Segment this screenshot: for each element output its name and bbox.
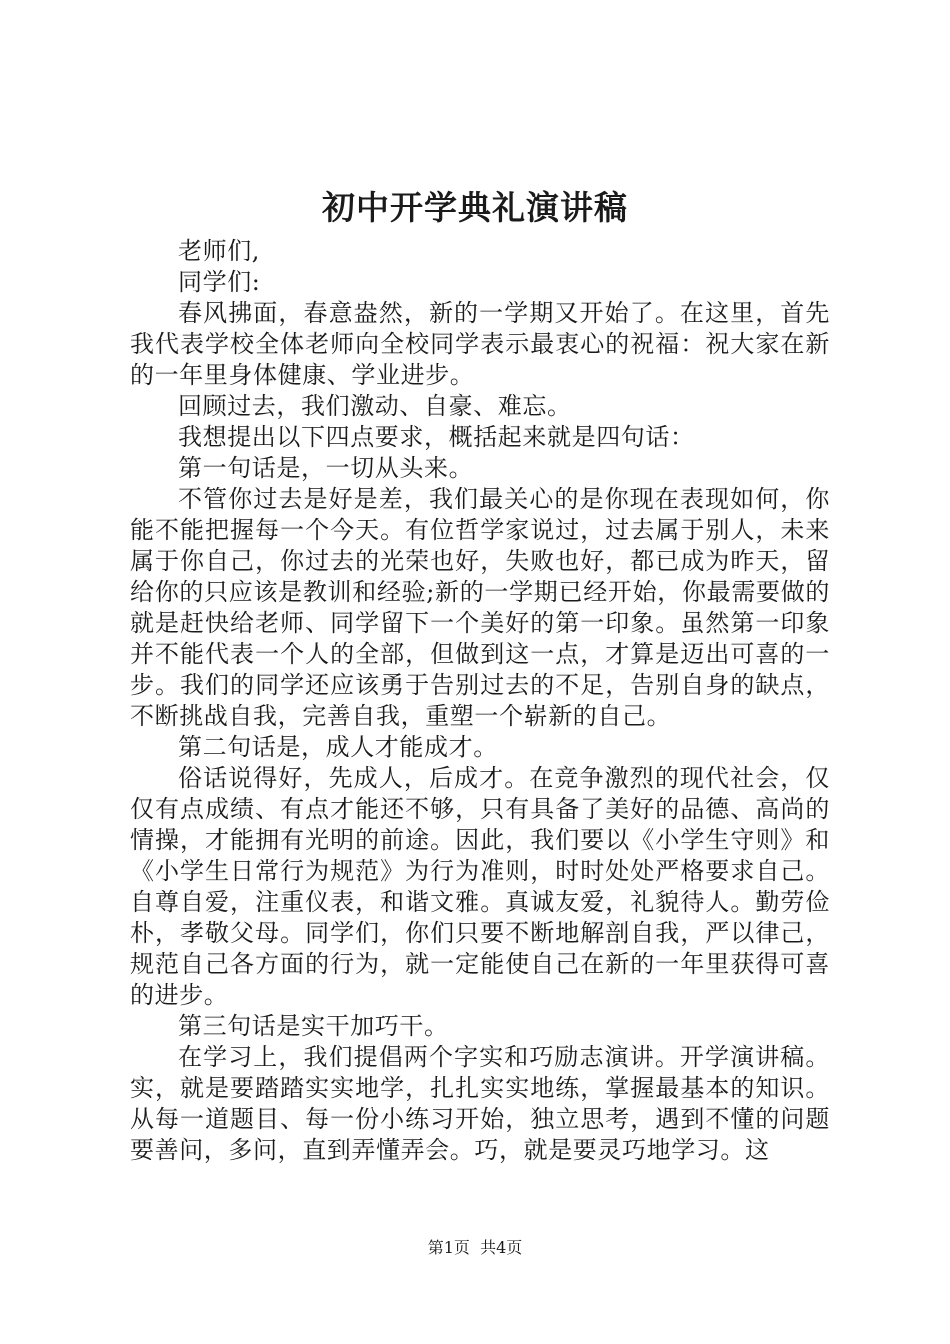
paragraph: 在学习上，我们提倡两个字实和巧励志演讲。开学演讲稿。实，就是要踏踏实实地学，扎扎实实地练，掌握最基本的知识。从每一道题目、每一份小练习开始，独立思考，遇到不懂的问题要善问，多问，直到弄懂弄会。巧，就是要灵巧地学习。这 [130, 1043, 830, 1164]
paragraph: 俗话说得好，先成人，后成才。在竞争激烈的现代社会，仅仅有点成绩、有点才能还不够，只有具备了美好的品德、高尚的情操，才能拥有光明的前途。因此，我们要以《小学生守则》和《小学生日常行为规范》为行为准则，时时处处严格要求自己。自尊自爱，注重仪表，和谐文雅。真诚友爱，礼貌待人。勤劳俭朴，孝敬父母。同学们，你们只要不断地解剖自我，严以律己，规范自己各方面的行为，就一定能使自己在新的一年里获得可喜的进步。 [130, 764, 830, 1009]
paragraph: 回顾过去，我们激动、自豪、难忘。 [178, 392, 572, 420]
paragraph: 春风拂面，春意盎然，新的一学期又开始了。在这里，首先我代表学校全体老师向全校同学表示最衷心的祝福：祝大家在新的一年里身体健康、学业进步。 [130, 299, 830, 389]
paragraph: 不管你过去是好是差，我们最关心的是你现在表现如何，你能不能把握每一个今天。有位哲学家说过，过去属于别人，未来属于你自己，你过去的光荣也好，失败也好，都已成为昨天，留给你的只应该是教训和经验;新的一学期已经开始，你最需要做的就是赶快给老师、同学留下一个美好的第一印象。虽然第一印象并不能代表一个人的全部，但做到这一点，才算是迈出可喜的一步。我们的同学还应该勇于告别过去的不足，告别自身的缺点，不断挑战自我，完善自我，重塑一个崭新的自己。 [130, 485, 830, 730]
page-total: 共4页 [480, 1238, 523, 1257]
paragraph: 第三句话是实干加巧干。 [178, 1012, 449, 1040]
document-title: 初中开学典礼演讲稿 [322, 188, 628, 227]
paragraph: 同学们: [178, 268, 261, 296]
paragraph: 我想提出以下四点要求，概括起来就是四句话： [178, 423, 695, 451]
paragraph: 老师们, [178, 237, 261, 265]
page-number: 第1页 [427, 1238, 470, 1257]
paragraph: 第二句话是，成人才能成才。 [178, 733, 498, 761]
document-body [130, 236, 830, 1166]
paragraph: 第一句话是，一切从头来。 [178, 454, 474, 482]
page-footer [0, 1238, 950, 1258]
